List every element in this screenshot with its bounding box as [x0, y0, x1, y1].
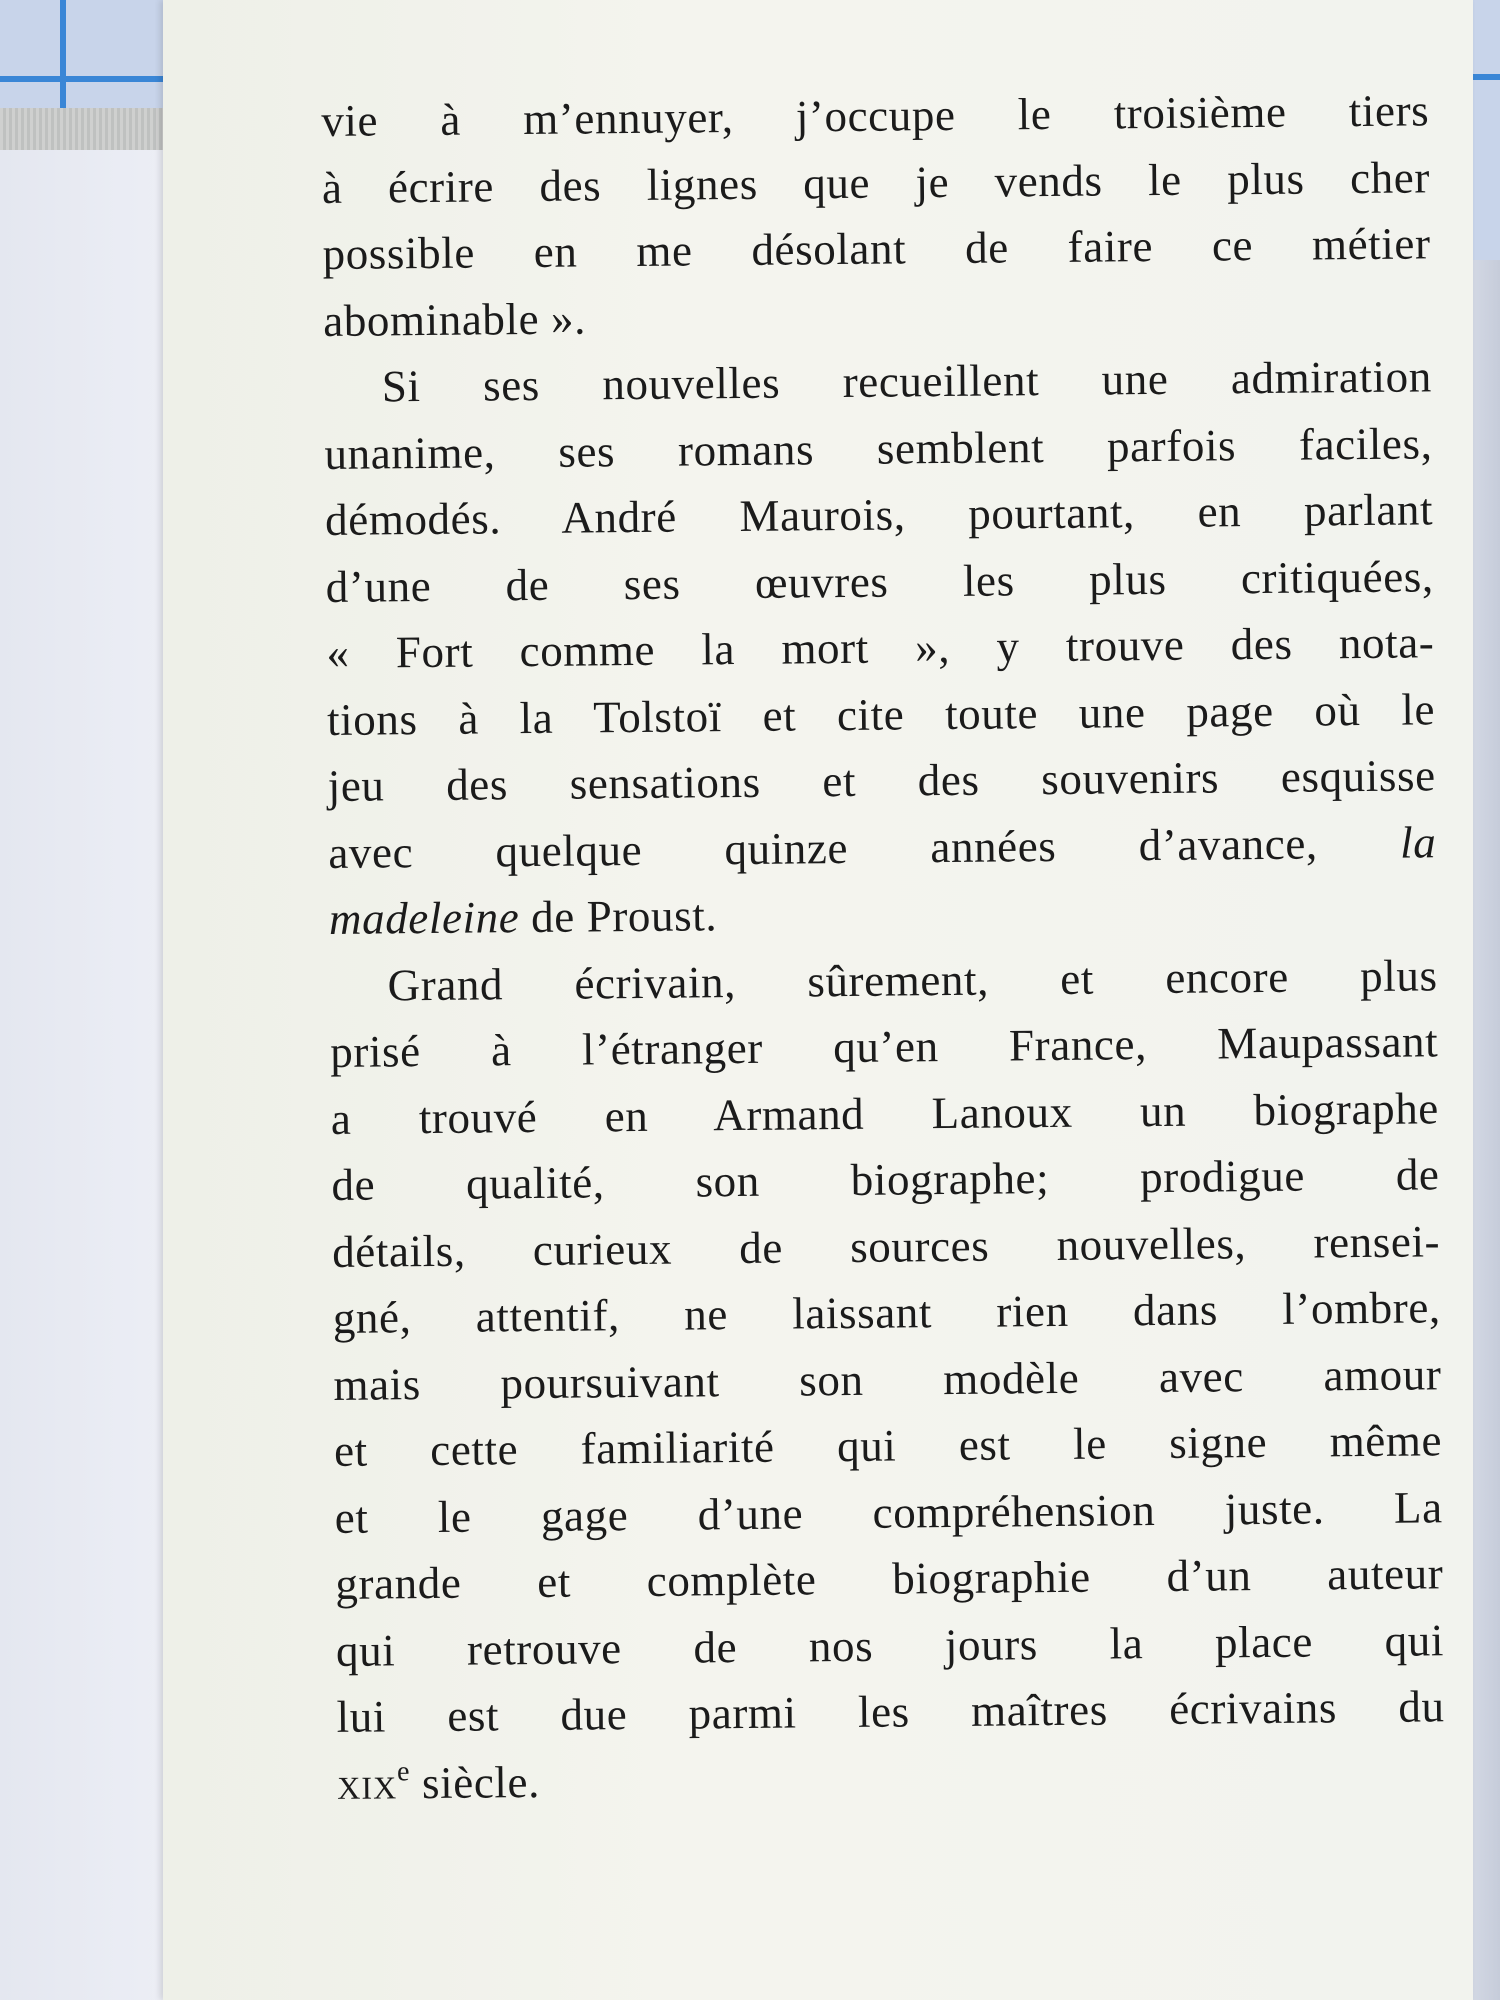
page-text [321, 77, 1446, 1817]
text-line: tions à la Tolstoï et cite toute une page où le [326, 683, 1436, 745]
roman-numeral: xix [337, 1757, 398, 1809]
text-line: grande et complète biographie d’un auteur [335, 1548, 1444, 1609]
text-line: lui est due parmi les maîtres écrivains du [336, 1681, 1445, 1742]
text-line: unanime, ses romans semblent parfois faciles, [324, 417, 1433, 479]
text-line: d’une de ses œuvres les plus critiquées, [325, 550, 1434, 612]
text-line: a trouvé en Armand Lanoux un biographe [330, 1082, 1440, 1144]
text-line: démodés. André Maurois, pourtant, en parlant [324, 484, 1434, 545]
italic-word: la [1399, 816, 1437, 868]
text-line: détails, curieux de sources nouvelles, rensei- [331, 1215, 1441, 1277]
text-line-with-italic [329, 875, 1438, 952]
book-page [163, 0, 1473, 2000]
text-line: vie à m’ennuyer, j’occupe le troisième tiers [321, 85, 1430, 146]
text-segment: siècle. [421, 1756, 541, 1808]
text-line: mais poursuivant son modèle avec amour [333, 1348, 1442, 1410]
text-segment: avec quelque quinze années d’avance, [328, 817, 1318, 878]
right-edge-surface [1472, 0, 1500, 2000]
paragraph-2 [324, 343, 1438, 952]
text-line: « Fort comme la mort », y trouve des nota- [326, 617, 1435, 678]
text-line: abominable ». [322, 292, 587, 346]
text-line: et le gage d’une compréhension juste. La [334, 1481, 1443, 1543]
text-line: prisé à l’étranger qu’en France, Maupassant [330, 1016, 1439, 1077]
text-line: jeu des sensations et des souvenirs esquisse [327, 750, 1436, 811]
text-segment: de Proust. [530, 890, 718, 943]
blue-grid-tile [0, 0, 165, 118]
text-line-century [337, 1740, 1446, 1817]
text-line: Grand écrivain, sûrement, et encore plus [387, 949, 1438, 1010]
text-line: Si ses nouvelles recueillent une admiration [381, 351, 1433, 412]
paragraph-3 [329, 942, 1445, 1817]
superscript: e [396, 1755, 411, 1787]
italic-word: madeleine [328, 892, 520, 944]
text-line: de qualité, son biographe; prodigue de [331, 1149, 1440, 1210]
text-line: gné, attentif, ne laissant rien dans l’ombre, [332, 1282, 1441, 1343]
text-line: à écrire des lignes que je vends le plus cher [321, 151, 1431, 213]
text-line-with-italic [328, 809, 1437, 886]
right-blue-tile [1472, 0, 1500, 260]
left-white-card [0, 150, 165, 2000]
text-line: qui retrouve de nos jours la place qui [335, 1614, 1445, 1676]
text-line: et cette familiarité qui est le signe même [333, 1415, 1443, 1476]
text-line: possible en me désolant de faire ce métier [322, 218, 1431, 279]
paragraph-1 [321, 77, 1432, 354]
